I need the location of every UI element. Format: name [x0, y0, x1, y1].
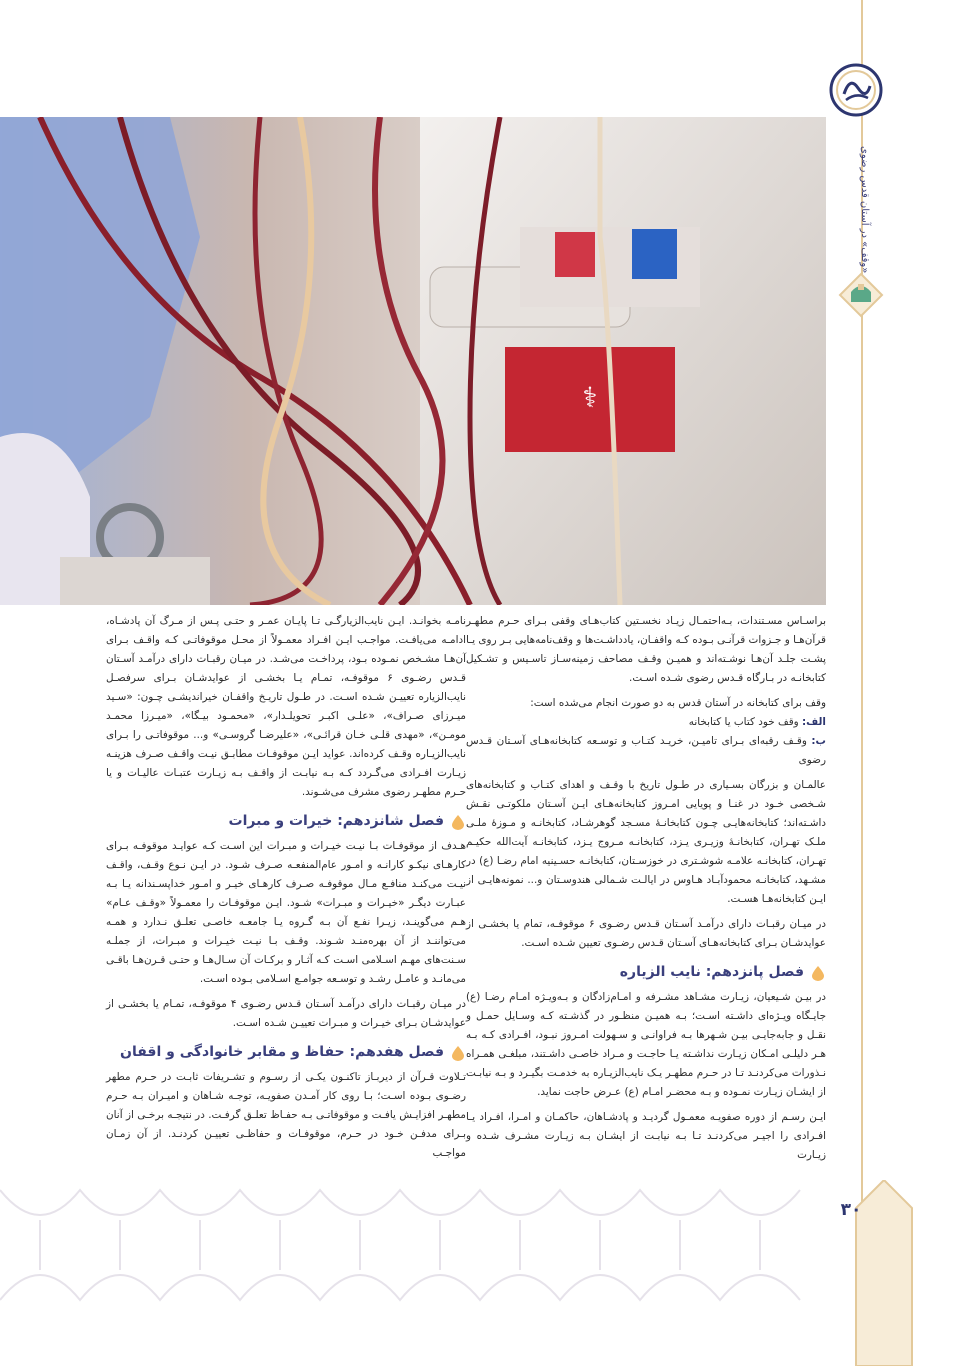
scholars-paragraph: عالمـان و بزرگان بسـیاری در طـول تاریخ با وقـف و اهدای کتـاب و کتابخانه‌های شـخصی خـود در غنـا و پویایی امـروز کتابخانه‌هـای ایـن آسـتان ملکوتـی نقـش داشـته‌اند؛ کتابخانه‌هایـی چـون کتابخانـهٔ مسـجد گوهرشـاد، کتابخانـه و مـوزهٔ ملـی ملـک تهـران، کتابخانـهٔ وزیـری یـزد، کتابخانـه مـروج یـزد، کتابخانـه آیت‌الله حکیـم تهـران، کتابخانـه علامـه شوشـتری در خوزسـتان، کتابخانـه حسـینیه امام رضـا (ع) در مشـهد، کتابخانـه محمودآبـاد هـاوس در ایالـت شـمالی هندوسـتان و... نمونه‌هایـی از ایـن کتابخانه‌هـا هسـت.: [466, 779, 826, 905]
page-number: ۳۰: [840, 1200, 862, 1220]
list-item-b-text: وقـف رقبه‌ای بـرای تامیـن، خریـد کتـاب و توسـعه کتابخانه‌هـای آسـتان قـدس رضوی: [466, 735, 826, 766]
side-margin: [826, 0, 966, 1366]
list-item-a-label: الف:: [802, 716, 826, 728]
left-column: [106, 612, 466, 1169]
section16-title: فصل شانزدهم: خیرات و مبرات: [228, 813, 444, 829]
section15-heading: [466, 963, 826, 982]
svg-text:⚕: ⚕: [582, 381, 598, 414]
section15-paragraph-2: ایـن رسـم از دوره صفویـه معمـول گردیـد و پادشـاهان، حاکمـان و امـرا، افـراد یـا افـرادی را اجیـر می‌کردنـد تـا بـه نیابـت از ایشـان بـه زیـارت مشـرف شـده و زیـارت: [466, 1111, 826, 1161]
drop-bullet-icon: [810, 965, 826, 981]
drop-bullet-icon: [450, 814, 466, 830]
section17-heading: [106, 1043, 466, 1062]
continuation-paragraph: نامـه بخوانـد. ایـن نایب‌الزیارگـی تـا پایـان عمـر و حتـی پـس از مـرگ آن پادشـاه، ادامـه می‌یافـت. مواجـب ایـن افـراد معمـولاً از محـل موقوفاتـی کـه واقـف بـرای آن‌هـا مشـخص نمـوده بـود، پرداخـت می‌شـد. در میـان رقبـات دارای درآمـد آسـتان قـدس رضـوی ۶ موقوفـه، تمـام یـا بخشـی از عوایدشـان بـرای سرفصـل نایب‌الزیاره تعییـن شـده اسـت. در طـول تاریـخ واقفـان خیراندیشـی چـون: «سـید میـرزای صـراف»، «علـی اکبـر تحویلـدار»، «محمـود بیـگا»، «میـرزا محمـد مومـن»، «مهدی قلـی خـان قرائـی»، «علیرضـا گروسـی» و... موقوفاتـی را بـرای نایب‌الزیـاره وقـف کرده‌اند. عواید ایـن موقوفـات مطابـق نیـت واقـف صـرف هزینـه زیـارت افـرادی می‌گـردد کـه بـه نیابـت از واقـف بـه زیـارت عتبـات عالیـات و یا حـرم مطهـر رضوی مشرف می‌شـوند.: [106, 615, 466, 798]
section16-heading: [106, 812, 466, 831]
section17-title: فصل هفدهم: حفاظ و مقابر خانوادگی و اقفان: [120, 1044, 444, 1060]
dialysis-machine-photo: [0, 117, 826, 605]
list-item-b: [466, 732, 826, 770]
footer-pattern: [0, 1180, 830, 1310]
library-stats-paragraph: در میـان رقبـات دارای درآمـد آسـتان قـدس رضـوی ۶ موقوفـه، تمام یا بخشـی از عوایدشـان بـرای کتابخانه‌هـای آسـتان قـدس رضـوی تعیین شـده اسـت.: [466, 918, 826, 949]
section16-paragraph-1: هـدف از موقوفـات بـا نیـت خیـرات و مبـرات این اسـت کـه عوایـد موقوفـه بـرای کارهـای نیکـو کارانـه و امـور عام‌المنفعـه صـرف شـود. در ایـن نـوع وقـف، واقـف نیـت می‌کنـد منافـع مـال موقوفـه صـرف کارهـای خیـر و امـور خداپسـندانه یـا بـه عبـارت دیگـر «خیـرات و مبـرات» شـود. ایـن موقوفـات را معمـولاً «وقـف عـام» هـم می‌گوینـد، زیـرا نفـع آن بـه گـروه یـا جامعـه خاصـی تعلـق نـدارد و همـه می‌تواننـد از آن بهره‌منـد شـوند. وقـف بـا نیـت خیـرات و مبـرات، از جملـه سـنت‌های مهـم اسـلامی اسـت کـه آثـار و برکـات آن سـال‌هـا و حتـی قـرن‌هـا باقـی می‌مانـد و عامـل رشـد و توسـعه جوامـع اسـلامی بـوده اسـت.: [106, 840, 466, 985]
section16-paragraph-2: در میـان رقبـات دارای درآمـد آسـتان قـدس رضـوی ۴ موقوفـه، تمـام یا بخشـی از عوایدشـان بـرای خیـرات و مبـرات تعییـن شـده اسـت.: [106, 998, 466, 1029]
list-item-a: [466, 713, 826, 732]
magazine-logo-icon: [828, 62, 884, 118]
right-column: [466, 612, 826, 1171]
section15-paragraph-1: در بیـن شـیعیان، زیـارت مشـاهد مشـرفه و امـام‌زادگان و بـه‌ویـژه امـام رضـا (ع) جایـگاه ویـژه‌ای داشـته اسـت؛ بـه همیـن منظـور در گذشـته کـه وسـایل حمـل و نقـل و جابه‌جایـی بیـن شـهرها بـه فراوانـی و سـهولت امـروز نبـود، افـرادی کـه بـه هـر دلیلـی امـکان زیـارت نداشـته یـا حاجـت و مـراد خاصـی داشـتند، مبلغـی همـراه نـذورات می‌کردنـد تـا در حـرم مطهـر یـک نایب‌الزیـاره به خدمـت بگیـرد و بـه نیابـت از ایشـان زیـارت نمـوده و بـه محضـر امـام (ع) عـرض حاجت نماید.: [466, 991, 826, 1098]
drop-bullet-icon: [450, 1045, 466, 1061]
hero-photo: [0, 117, 826, 605]
section17-paragraph-1: تـلاوت قـرآن از دیربـاز تاکنـون یکـی از رسـوم و تشـریفات ثابـت در حـرم مطهر رضـوی بـوده اسـت؛ بـا روی کار آمـدن صفویـه، توجـه شـاهان و امیـران بـه حـرم مطهـر افزایـش یافـت و موقوفاتـی بـه حفـاظ تعلـق گرفـت. در نتیجـه برخـی از آنان بـرای مدفـن خـود در حـرم، موقوفـات و حفاظـی تعییـن کردنـد. از آن زمـان مواجـب: [106, 1071, 466, 1159]
shrine-ornament-icon: [836, 270, 886, 320]
intro-paragraph: براسـاس مسـتندات، بـه‌احتمـال زیـاد نخسـتین کتاب‌هـای وقفی بـرای حـرم مطهـر قرآن‌هـا و جـزوات قرآنـی بـوده کـه واقفـان، یادداشـت‌ها و وقف‌نامه‌هایی بـر روی یـا پشـت جلـد آن‌هـا نوشـته‌اند و همیـن وقـف مصاحف زمینه‌سـاز تاسـیس و تشـکیل کتابخانـه در بـارگاه قـدس رضوی شـده اسـت.: [466, 615, 826, 684]
side-caption: «وقف» در آستان قدس رضوی: [859, 146, 870, 274]
library-intro: وقف برای کتابخانه در آستان قدس به دو صورت انجام می‌شده است:: [530, 697, 826, 709]
section15-title: فصل پانزدهم: نایب الزیاره: [619, 964, 804, 980]
list-item-a-text: وقف خود کتاب یا کتابخانه: [688, 716, 799, 728]
list-item-b-label: ب:: [811, 735, 826, 747]
